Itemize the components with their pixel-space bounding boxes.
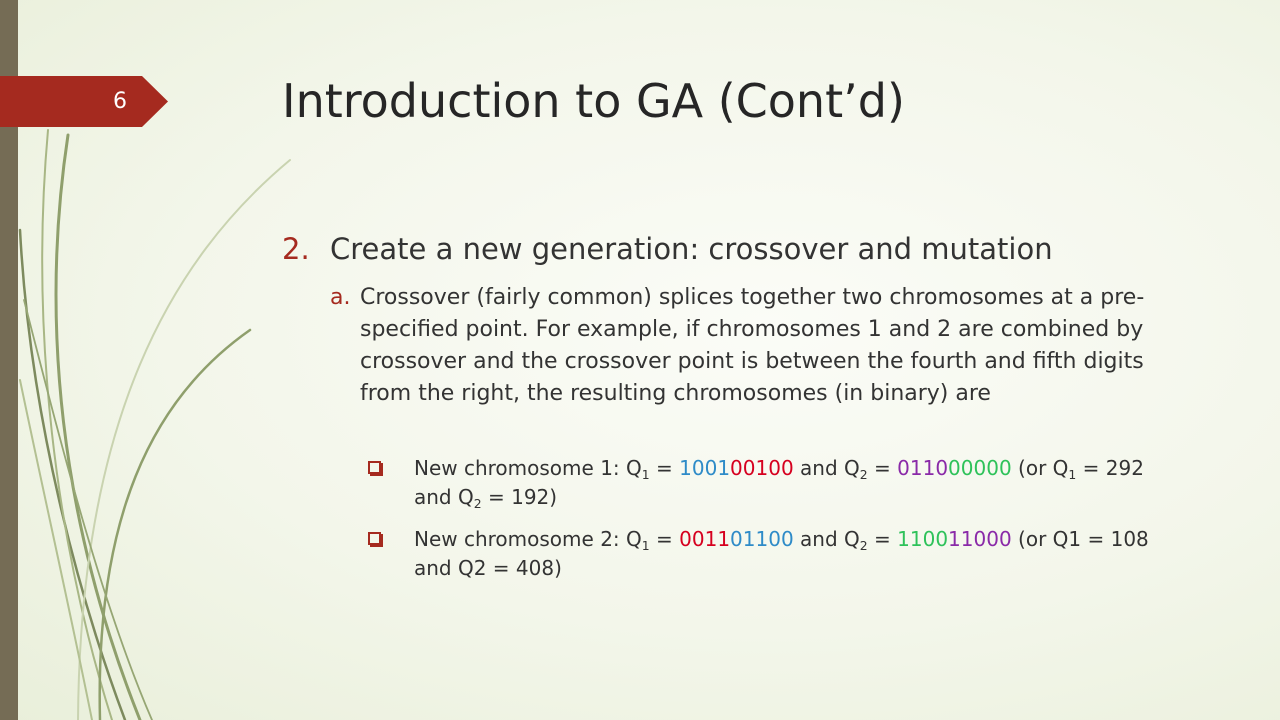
point-2-text: Create a new generation: crossover and mutation — [330, 232, 1053, 266]
bullet-2-q1-sub: 1 — [641, 538, 650, 553]
bullet-1-eq1: = — [649, 456, 680, 480]
point-2a — [330, 282, 1200, 410]
checkbox-bullet-icon — [368, 461, 381, 474]
point-2-number: 2. — [282, 232, 310, 266]
bullet-1-eq2: = — [867, 456, 898, 480]
bullet-1-tail-sub2: 2 — [473, 496, 482, 511]
grass-blade — [100, 330, 250, 720]
bullet-2-prefix: New chromosome 2: Q — [414, 527, 642, 551]
point-2 — [282, 228, 1242, 270]
bullet-2-q2-part2: 11000 — [948, 527, 1012, 551]
point-2a-letter: a. — [330, 285, 351, 310]
grass-blade — [56, 135, 140, 720]
bullet-2-tail: (or Q1 = 108 and Q2 = 408) — [414, 527, 1149, 580]
bullet-1-text — [414, 454, 1186, 512]
bullet-2-q1-part2: 01100 — [730, 527, 794, 551]
point-2a-text: Crossover (fairly common) splices together two chromosomes at a pre-specified point. For example, if chromosomes 1 and 2 are combined by crossover and the crossover point is between the fourth and fifth digits from the right, the resulting chromosomes (in binary) are — [360, 285, 1145, 406]
bullet-2-and: and Q — [793, 527, 860, 551]
bullet-1-q1-part1: 1001 — [679, 456, 731, 480]
slide-number: 6 — [113, 89, 127, 114]
checkbox-bullet-icon — [368, 532, 381, 545]
bullet-1-tail-end: = 192) — [481, 485, 558, 509]
grass-blade — [20, 380, 92, 720]
bullet-2-eq2: = — [867, 527, 898, 551]
bullet-1-q2-sub: 2 — [859, 467, 868, 482]
grass-blade — [24, 300, 152, 720]
bullet-1-q1-sub: 1 — [641, 467, 650, 482]
bullet-2-q2-sub: 2 — [859, 538, 868, 553]
bullet-new-chromosome-1 — [366, 454, 1186, 512]
bullet-new-chromosome-2 — [366, 525, 1186, 583]
bullet-1-tail-open: (or Q — [1011, 456, 1069, 480]
bullet-1-q2-part1: 0110 — [897, 456, 949, 480]
bullet-2-q1-part1: 0011 — [679, 527, 731, 551]
bullet-1-tail-mid: = 292 and Q — [414, 456, 1144, 509]
bullet-2-q2-part1: 1100 — [897, 527, 949, 551]
bullet-1-prefix: New chromosome 1: Q — [414, 456, 642, 480]
slide-title: Introduction to GA (Cont’d) — [282, 74, 905, 128]
bullet-2-text — [414, 525, 1186, 583]
bullet-1-tail-sub1: 1 — [1068, 467, 1077, 482]
slide-number-tab — [0, 76, 168, 127]
bullet-1-q2-part2: 00000 — [948, 456, 1012, 480]
slide-number-tab-shape — [0, 76, 168, 127]
bullet-1-and: and Q — [793, 456, 860, 480]
bullet-1-q1-part2: 00100 — [730, 456, 794, 480]
bullet-2-eq1: = — [649, 527, 680, 551]
